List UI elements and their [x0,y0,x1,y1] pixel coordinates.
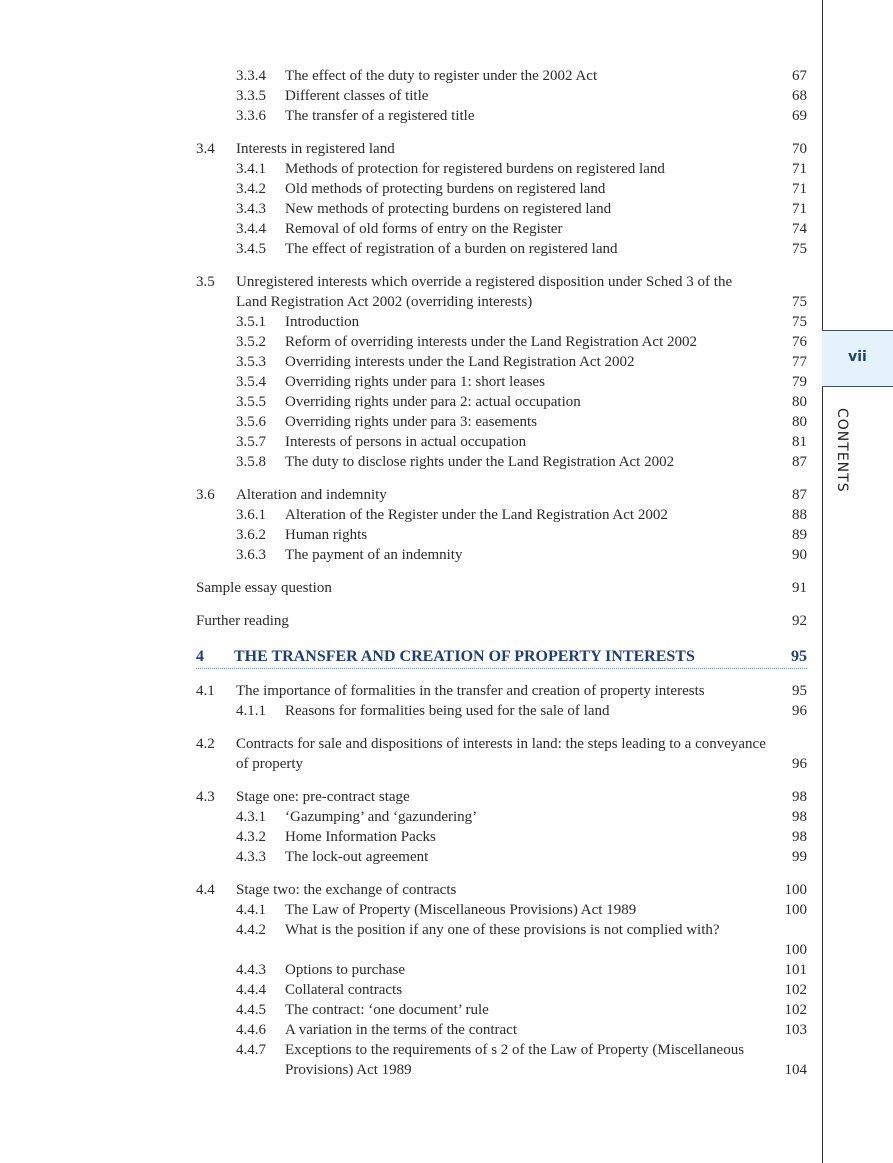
toc-number: 3.4.4 [236,221,266,237]
toc-subsection [0,827,893,847]
toc-page-number: 101 [784,962,807,978]
toc-page-number: 89 [792,527,807,543]
toc-title: Alteration and indemnity [236,487,387,503]
toc-number: 4.4.6 [236,1022,266,1038]
toc-title: The payment of an indemnity [285,547,463,563]
toc-subsection [0,239,893,259]
toc-subsection [0,545,893,565]
toc-page-number: 96 [792,756,807,772]
toc-page-number: 80 [792,414,807,430]
toc-title: Overriding rights under para 2: actual occupation [285,394,581,410]
toc-subsection [0,159,893,179]
toc-number: 4.4.1 [236,902,266,918]
toc-title: Sample essay question [196,580,332,596]
toc-title: Collateral contracts [285,982,403,998]
toc-title: Reasons for formalities being used for the sale of land [285,703,610,719]
toc-subsection [0,1040,893,1080]
toc-number: 4 [196,648,204,665]
toc-page-number: 80 [792,394,807,410]
toc-section [0,880,893,900]
toc-number: 3.5.1 [236,314,266,330]
running-head: CONTENTS [834,408,850,493]
toc-subsection [0,847,893,867]
toc-subsection [0,412,893,432]
toc-page-number: 69 [792,108,807,124]
toc-number: 3.5.6 [236,414,266,430]
toc-spacer [0,668,893,681]
toc-section [0,139,893,159]
toc-title: The lock-out agreement [285,849,429,865]
toc-number: 4.4.7 [236,1042,266,1058]
toc-subsection [0,1000,893,1020]
toc-page-number: 102 [784,1002,807,1018]
toc-page-number: 71 [792,181,807,197]
toc-spacer [0,472,893,485]
toc-number: 4.4.2 [236,922,266,938]
toc-section [0,681,893,701]
toc-title: Further reading [196,613,289,629]
toc-page-number: 70 [792,141,807,157]
toc-subsection [0,312,893,332]
toc-title: The effect of the duty to register under the 2002 Act [285,68,598,84]
toc-subsection [0,179,893,199]
toc-title: Stage two: the exchange of contracts [236,882,457,898]
toc-number: 3.5.5 [236,394,266,410]
toc-number: 4.4.3 [236,962,266,978]
toc-page-number: 98 [792,809,807,825]
toc-number: 4.3.2 [236,829,266,845]
toc-subsection [0,452,893,472]
toc-number: 3.5.3 [236,354,266,370]
toc-title: The effect of registration of a burden on registered land [285,241,618,257]
toc-page-number: 76 [792,334,807,350]
toc-page-number: 90 [792,547,807,563]
toc-page-number: 98 [792,789,807,805]
toc-title: Overriding rights under para 1: short leases [285,374,545,390]
toc-page-number: 87 [792,454,807,470]
toc-subsection [0,960,893,980]
toc-number: 3.3.5 [236,88,266,104]
toc-title: Human rights [285,527,368,543]
toc-title: Overriding interests under the Land Registration Act 2002 [285,354,635,370]
toc-subsection [0,920,893,960]
toc-section [0,734,893,774]
toc-title: Options to purchase [285,962,405,978]
toc-subsection [0,505,893,525]
toc-title: THE TRANSFER AND CREATION OF PROPERTY INTERESTS [234,648,695,665]
toc-page-number: 81 [792,434,807,450]
toc-subsection [0,1020,893,1040]
toc-number: 3.4.2 [236,181,266,197]
toc-number: 3.5.7 [236,434,266,450]
toc-title: Exceptions to the requirements of s 2 of the Law of Property (Miscellaneous Provisions) Act 1989 [285,1042,745,1078]
toc-page-number: 96 [792,703,807,719]
toc-title: Unregistered interests which override a registered disposition under Sched 3 of the Land Registration Act 2002 (overriding interests) [236,274,733,310]
toc-page-number: 100 [784,942,807,958]
toc-page-number: 102 [784,982,807,998]
toc-number: 3.4 [196,141,215,157]
toc-subsection [0,701,893,721]
toc-title: The importance of formalities in the transfer and creation of property interests [236,683,705,699]
toc-number: 3.5.2 [236,334,266,350]
toc-number: 3.6.2 [236,527,266,543]
toc-spacer [0,631,893,646]
toc-page-number: 79 [792,374,807,390]
toc-title: Removal of old forms of entry on the Register [285,221,563,237]
toc-title: Different classes of title [285,88,429,104]
toc-page-number: 67 [792,68,807,84]
toc-title: The transfer of a registered title [285,108,475,124]
toc-number: 3.3.4 [236,68,266,84]
toc-page-number: 104 [784,1062,807,1078]
toc-number: 3.5 [196,274,215,290]
toc-page-number: 87 [792,487,807,503]
toc-spacer [0,126,893,139]
toc-title: The contract: ‘one document’ rule [285,1002,489,1018]
toc-page-number: 88 [792,507,807,523]
toc-title: New methods of protecting burdens on registered land [285,201,612,217]
page-number-tab [822,330,893,387]
toc-page-number: 75 [792,294,807,310]
toc-page-number: 77 [792,354,807,370]
toc-spacer [0,598,893,611]
toc-subsection [0,392,893,412]
margin-rule [822,0,823,1163]
toc-title: What is the position if any one of these provisions is not complied with? [285,922,720,938]
toc-title: The Law of Property (Miscellaneous Provisions) Act 1989 [285,902,637,918]
toc-number: 3.4.1 [236,161,266,177]
toc-subsection [0,372,893,392]
toc-spacer [0,774,893,787]
chapter-dotted-rule [196,668,807,669]
toc-page-number: 71 [792,201,807,217]
toc-spacer [0,867,893,880]
toc-subsection [0,66,893,86]
toc-section [0,272,893,312]
toc-page-number: 95 [791,648,807,665]
toc-number: 4.4.5 [236,1002,266,1018]
toc-title: Home Information Packs [285,829,436,845]
toc-subsection [0,432,893,452]
toc-entry [0,578,893,598]
toc-chapter-heading [0,646,893,668]
toc-title: Overriding rights under para 3: easements [285,414,538,430]
toc-number: 4.4 [196,882,215,898]
toc-title: Alteration of the Register under the Land Registration Act 2002 [285,507,668,523]
page-number: vii [848,349,867,365]
toc-subsection [0,980,893,1000]
toc-subsection [0,352,893,372]
toc-section [0,485,893,505]
toc-title: Interests of persons in actual occupation [285,434,527,450]
toc-page-number: 75 [792,241,807,257]
toc-number: 4.2 [196,736,215,752]
toc-number: 4.3.1 [236,809,266,825]
toc-number: 3.6 [196,487,215,503]
toc-number: 4.3.3 [236,849,266,865]
toc-number: 4.1 [196,683,215,699]
toc-page-number: 99 [792,849,807,865]
toc-page-number: 92 [792,613,807,629]
toc-title: A variation in the terms of the contract [285,1022,518,1038]
toc-number: 4.4.4 [236,982,266,998]
toc-title: Introduction [285,314,360,330]
toc-spacer [0,259,893,272]
toc-number: 4.1.1 [236,703,266,719]
toc-title: ‘Gazumping’ and ‘gazundering’ [285,809,478,825]
toc-page-number: 100 [784,882,807,898]
toc-subsection [0,332,893,352]
toc-title: Old methods of protecting burdens on registered land [285,181,606,197]
table-of-contents [0,66,893,1080]
toc-spacer [0,565,893,578]
toc-number: 3.4.3 [236,201,266,217]
toc-number: 3.5.8 [236,454,266,470]
toc-page-number: 103 [784,1022,807,1038]
toc-title: Reform of overriding interests under the Land Registration Act 2002 [285,334,697,350]
toc-page-number: 75 [792,314,807,330]
toc-title: The duty to disclose rights under the Land Registration Act 2002 [285,454,675,470]
toc-title: Interests in registered land [236,141,395,157]
toc-section [0,787,893,807]
toc-subsection [0,807,893,827]
toc-subsection [0,525,893,545]
toc-subsection [0,106,893,126]
toc-page-number: 71 [792,161,807,177]
toc-page-number: 95 [792,683,807,699]
toc-number: 3.4.5 [236,241,266,257]
toc-page-number: 98 [792,829,807,845]
toc-subsection [0,219,893,239]
toc-number: 3.6.1 [236,507,266,523]
toc-number: 3.5.4 [236,374,266,390]
toc-title: Contracts for sale and dispositions of interests in land: the steps leading to a conveyance of property [236,736,766,772]
toc-subsection [0,900,893,920]
toc-subsection [0,199,893,219]
toc-spacer [0,721,893,734]
toc-page-number: 74 [792,221,807,237]
toc-page-number: 100 [784,902,807,918]
toc-title: Stage one: pre-contract stage [236,789,410,805]
toc-subsection [0,86,893,106]
toc-entry [0,611,893,631]
toc-number: 4.3 [196,789,215,805]
toc-title: Methods of protection for registered burdens on registered land [285,161,665,177]
toc-number: 3.3.6 [236,108,266,124]
toc-number: 3.6.3 [236,547,266,563]
toc-page-number: 91 [792,580,807,596]
toc-page-number: 68 [792,88,807,104]
